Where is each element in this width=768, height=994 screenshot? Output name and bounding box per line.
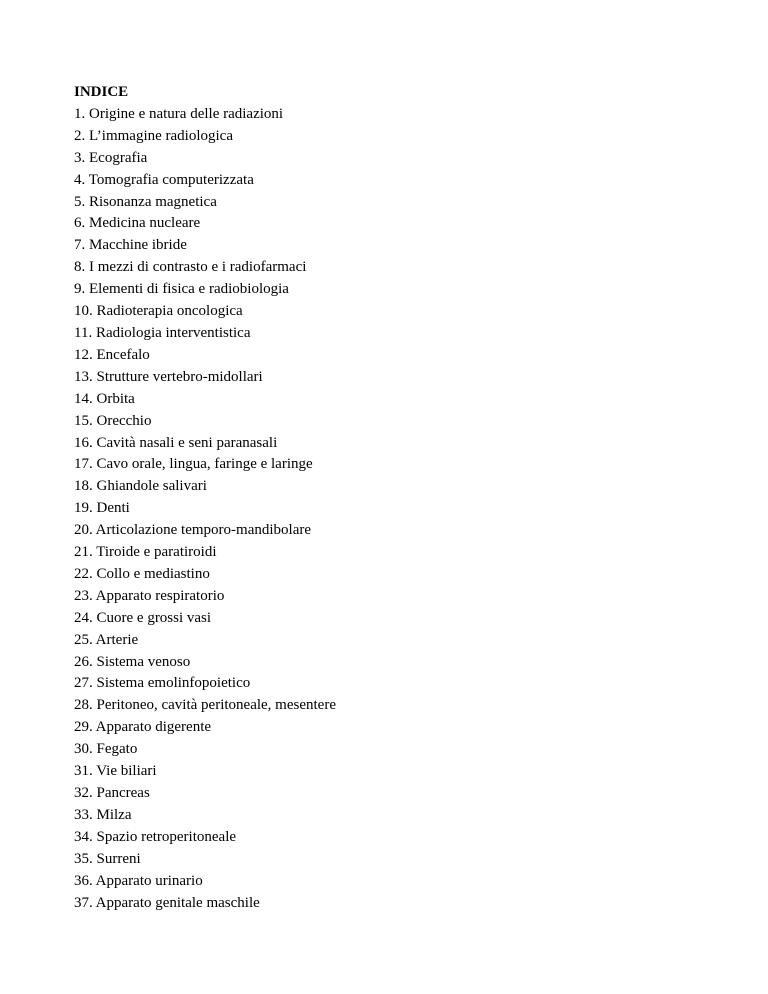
toc-item: 9. Elementi di fisica e radiobiologia xyxy=(74,281,289,298)
toc-item: 21. Tiroide e paratiroidi xyxy=(74,544,217,561)
toc-item: 1. Origine e natura delle radiazioni xyxy=(74,105,284,122)
toc-item: 36. Apparato urinario xyxy=(74,872,203,889)
toc-item: 16. Cavità nasali e seni paranasali xyxy=(74,434,278,451)
toc-item: 17. Cavo orale, lingua, faringe e laringe xyxy=(74,456,313,473)
table-of-contents xyxy=(74,82,714,914)
toc-item: 33. Milza xyxy=(74,806,132,823)
toc-item: 6. Medicina nucleare xyxy=(74,215,201,232)
toc-item: 35. Surreni xyxy=(74,850,141,867)
toc-item: 7. Macchine ibride xyxy=(74,237,187,254)
toc-item: 10. Radioterapia oncologica xyxy=(74,303,243,320)
toc-item: 18. Ghiandole salivari xyxy=(74,478,207,495)
toc-item: 12. Encefalo xyxy=(74,346,150,363)
toc-item: 37. Apparato genitale maschile xyxy=(74,894,260,911)
toc-list xyxy=(74,104,714,915)
toc-item: 4. Tomografia computerizzata xyxy=(74,171,254,188)
toc-item: 14. Orbita xyxy=(74,390,135,407)
toc-item: 11. Radiologia interventistica xyxy=(74,324,251,341)
toc-item: 26. Sistema venoso xyxy=(74,653,191,670)
toc-item: 13. Strutture vertebro-midollari xyxy=(74,368,263,385)
toc-item: 27. Sistema emolinfopoietico xyxy=(74,675,251,692)
toc-item: 22. Collo e mediastino xyxy=(74,565,210,582)
toc-item: 20. Articolazione temporo-mandibolare xyxy=(74,522,312,539)
toc-item: 25. Arterie xyxy=(74,631,139,648)
toc-item: 29. Apparato digerente xyxy=(74,719,212,736)
toc-item: 30. Fegato xyxy=(74,741,138,758)
toc-item: 8. I mezzi di contrasto e i radiofarmaci xyxy=(74,259,307,276)
toc-item: 3. Ecografia xyxy=(74,149,148,166)
toc-item: 19. Denti xyxy=(74,500,130,517)
toc-item: 31. Vie biliari xyxy=(74,763,157,780)
toc-heading: INDICE xyxy=(74,84,129,100)
toc-item: 15. Orecchio xyxy=(74,412,152,429)
toc-item: 23. Apparato respiratorio xyxy=(74,587,225,604)
toc-item: 28. Peritoneo, cavità peritoneale, mesentere xyxy=(74,697,336,714)
toc-item: 24. Cuore e grossi vasi xyxy=(74,609,212,626)
toc-item: 34. Spazio retroperitoneale xyxy=(74,828,237,845)
toc-item: 5. Risonanza magnetica xyxy=(74,193,217,210)
toc-item: 2. L’immagine radiologica xyxy=(74,127,233,144)
toc-item: 32. Pancreas xyxy=(74,785,150,801)
